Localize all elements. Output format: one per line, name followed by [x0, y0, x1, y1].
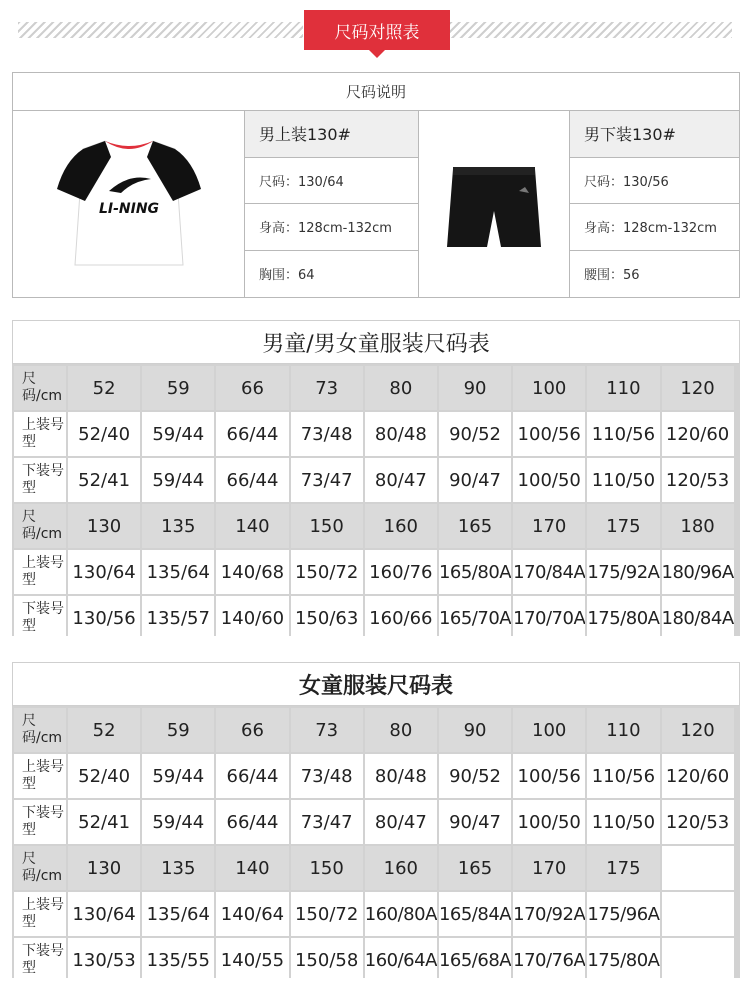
table-cell: 175 [587, 846, 659, 890]
row-label: 尺码/cm [14, 846, 66, 890]
table-cell: 140/64 [216, 892, 288, 936]
table-cell: 100/56 [513, 754, 585, 798]
table-cell: 66 [216, 708, 288, 752]
row-label: 下装号型 [14, 596, 66, 640]
bottom-size: 尺码：130/56 [570, 158, 739, 205]
table-cell: 73/47 [291, 458, 363, 502]
table-cell: 140 [216, 846, 288, 890]
table-cell: 165 [439, 504, 511, 548]
table-cell: 110/50 [587, 458, 659, 502]
table-cell: 120 [662, 708, 734, 752]
table-cell: 175/92A [587, 550, 659, 594]
table-cell: 120/53 [662, 458, 734, 502]
table-row [14, 412, 738, 456]
table-cell: 170/92A [513, 892, 585, 936]
table-cell: 90/47 [439, 458, 511, 502]
table-cell: 80/48 [365, 754, 437, 798]
table-row [14, 550, 738, 594]
girls-table-title: 女童服装尺码表 [12, 662, 740, 706]
table-cell: 66 [216, 366, 288, 410]
table-cell: 90/52 [439, 412, 511, 456]
table-cell: 110 [587, 366, 659, 410]
top-name: 男上装130# [245, 111, 418, 158]
table-cell: 160 [365, 846, 437, 890]
top-size: 尺码：130/64 [245, 158, 418, 205]
table-cell: 100/50 [513, 800, 585, 844]
table-cell: 80 [365, 366, 437, 410]
table-cell: 52/40 [68, 754, 140, 798]
header-decoration-right [450, 10, 732, 50]
table-cell: 180/84A [662, 596, 734, 640]
table-cell: 160/64A [365, 938, 437, 982]
table-cell: 73/48 [291, 754, 363, 798]
table-cell: 120/60 [662, 412, 734, 456]
table-cell: 130 [68, 846, 140, 890]
table-cell: 100/56 [513, 412, 585, 456]
table-cell [662, 892, 734, 936]
table-cell: 150 [291, 504, 363, 548]
bottom-height: 身高：128cm-132cm [570, 204, 739, 251]
table-cell: 100 [513, 366, 585, 410]
table-cell: 175 [587, 504, 659, 548]
table-cell: 160/80A [365, 892, 437, 936]
table-cell: 170/70A [513, 596, 585, 640]
table-cell: 150/63 [291, 596, 363, 640]
table-cell: 165/80A [439, 550, 511, 594]
table-cell [662, 846, 734, 890]
table-cell: 80/47 [365, 800, 437, 844]
top-size-column [245, 111, 418, 297]
table-cell: 165 [439, 846, 511, 890]
table-cell: 100 [513, 708, 585, 752]
table-cell: 80/47 [365, 458, 437, 502]
table-cell: 110/56 [587, 754, 659, 798]
table-cell: 66/44 [216, 412, 288, 456]
table-cell: 59 [142, 708, 214, 752]
table-cell: 170/76A [513, 938, 585, 982]
table-cell: 80 [365, 708, 437, 752]
table-cell: 170 [513, 504, 585, 548]
table-row [14, 938, 738, 982]
table-cell: 130/64 [68, 550, 140, 594]
table-cell: 66/44 [216, 800, 288, 844]
table-row [14, 800, 738, 844]
top-chest: 胸围：64 [259, 268, 315, 284]
table-cell: 73 [291, 708, 363, 752]
table-cell: 150/72 [291, 550, 363, 594]
table-row [14, 366, 738, 410]
table-cell: 150/72 [291, 892, 363, 936]
table-cell: 160/66 [365, 596, 437, 640]
row-label: 上装号型 [14, 892, 66, 936]
table-cell: 140/55 [216, 938, 288, 982]
table-row [14, 846, 738, 890]
table-cell: 165/84A [439, 892, 511, 936]
table-cell: 100/50 [513, 458, 585, 502]
table-cell: 130/53 [68, 938, 140, 982]
table-cell: 90/47 [439, 800, 511, 844]
shorts-image [418, 111, 570, 297]
table-cell: 73 [291, 366, 363, 410]
table-cell: 52 [68, 708, 140, 752]
boys-table-grid [14, 366, 738, 640]
table-cell: 130/56 [68, 596, 140, 640]
row-label: 上装号型 [14, 754, 66, 798]
table-cell: 90 [439, 708, 511, 752]
table-cell: 150/58 [291, 938, 363, 982]
header-decoration-left [18, 10, 303, 50]
table-cell: 52/41 [68, 800, 140, 844]
table-cell: 59/44 [142, 754, 214, 798]
boys-table-title: 男童/男女童服装尺码表 [12, 320, 740, 364]
table-cell: 135/55 [142, 938, 214, 982]
row-label: 尺码/cm [14, 504, 66, 548]
table-cell: 52 [68, 366, 140, 410]
tshirt-logo-text: LI-NING [98, 201, 160, 217]
table-cell: 175/80A [587, 938, 659, 982]
table-row [14, 708, 738, 752]
table-cell: 150 [291, 846, 363, 890]
table-cell: 59/44 [142, 458, 214, 502]
table-cell: 140 [216, 504, 288, 548]
size-description-panel [12, 72, 740, 298]
table-cell: 175/96A [587, 892, 659, 936]
bottom-waist: 腰围：56 [584, 268, 640, 284]
table-cell: 130/64 [68, 892, 140, 936]
table-cell: 180 [662, 504, 734, 548]
table-cell: 59 [142, 366, 214, 410]
row-label: 上装号型 [14, 412, 66, 456]
table-cell: 170 [513, 846, 585, 890]
table-cell: 52/40 [68, 412, 140, 456]
table-cell: 160/76 [365, 550, 437, 594]
table-cell: 73/48 [291, 412, 363, 456]
table-cell: 80/48 [365, 412, 437, 456]
table-cell: 73/47 [291, 800, 363, 844]
table-cell: 135 [142, 504, 214, 548]
table-row [14, 504, 738, 548]
row-label: 下装号型 [14, 458, 66, 502]
row-label: 下装号型 [14, 938, 66, 982]
row-label: 尺码/cm [14, 366, 66, 410]
table-cell: 66/44 [216, 458, 288, 502]
table-cell: 135/57 [142, 596, 214, 640]
table-cell: 165/70A [439, 596, 511, 640]
table-cell: 120 [662, 366, 734, 410]
bottom-size-column [570, 111, 739, 297]
table-cell: 135 [142, 846, 214, 890]
table-cell: 140/68 [216, 550, 288, 594]
girls-table-grid [14, 708, 738, 982]
table-cell: 110/50 [587, 800, 659, 844]
table-cell: 59/44 [142, 800, 214, 844]
tshirt-image [13, 111, 245, 297]
row-label: 尺码/cm [14, 708, 66, 752]
top-height: 身高：128cm-132cm [245, 204, 418, 251]
table-cell: 160 [365, 504, 437, 548]
row-label: 下装号型 [14, 800, 66, 844]
table-row [14, 596, 738, 640]
girls-size-table [12, 662, 740, 978]
table-cell: 120/60 [662, 754, 734, 798]
row-label: 上装号型 [14, 550, 66, 594]
table-cell: 120/53 [662, 800, 734, 844]
table-cell: 140/60 [216, 596, 288, 640]
table-cell: 180/96A [662, 550, 734, 594]
table-cell: 135/64 [142, 892, 214, 936]
table-cell: 52/41 [68, 458, 140, 502]
table-cell: 130 [68, 504, 140, 548]
table-cell: 110/56 [587, 412, 659, 456]
table-cell: 90/52 [439, 754, 511, 798]
size-description-title: 尺码说明 [13, 73, 739, 111]
table-cell: 90 [439, 366, 511, 410]
boys-size-table [12, 320, 740, 636]
table-cell: 135/64 [142, 550, 214, 594]
table-cell [662, 938, 734, 982]
table-cell: 110 [587, 708, 659, 752]
table-cell: 175/80A [587, 596, 659, 640]
table-cell: 59/44 [142, 412, 214, 456]
bottom-name: 男下装130# [570, 111, 739, 158]
table-row [14, 892, 738, 936]
table-cell: 170/84A [513, 550, 585, 594]
page-title: 尺码对照表 [304, 10, 450, 50]
table-row [14, 458, 738, 502]
table-row [14, 754, 738, 798]
table-cell: 165/68A [439, 938, 511, 982]
table-cell: 66/44 [216, 754, 288, 798]
